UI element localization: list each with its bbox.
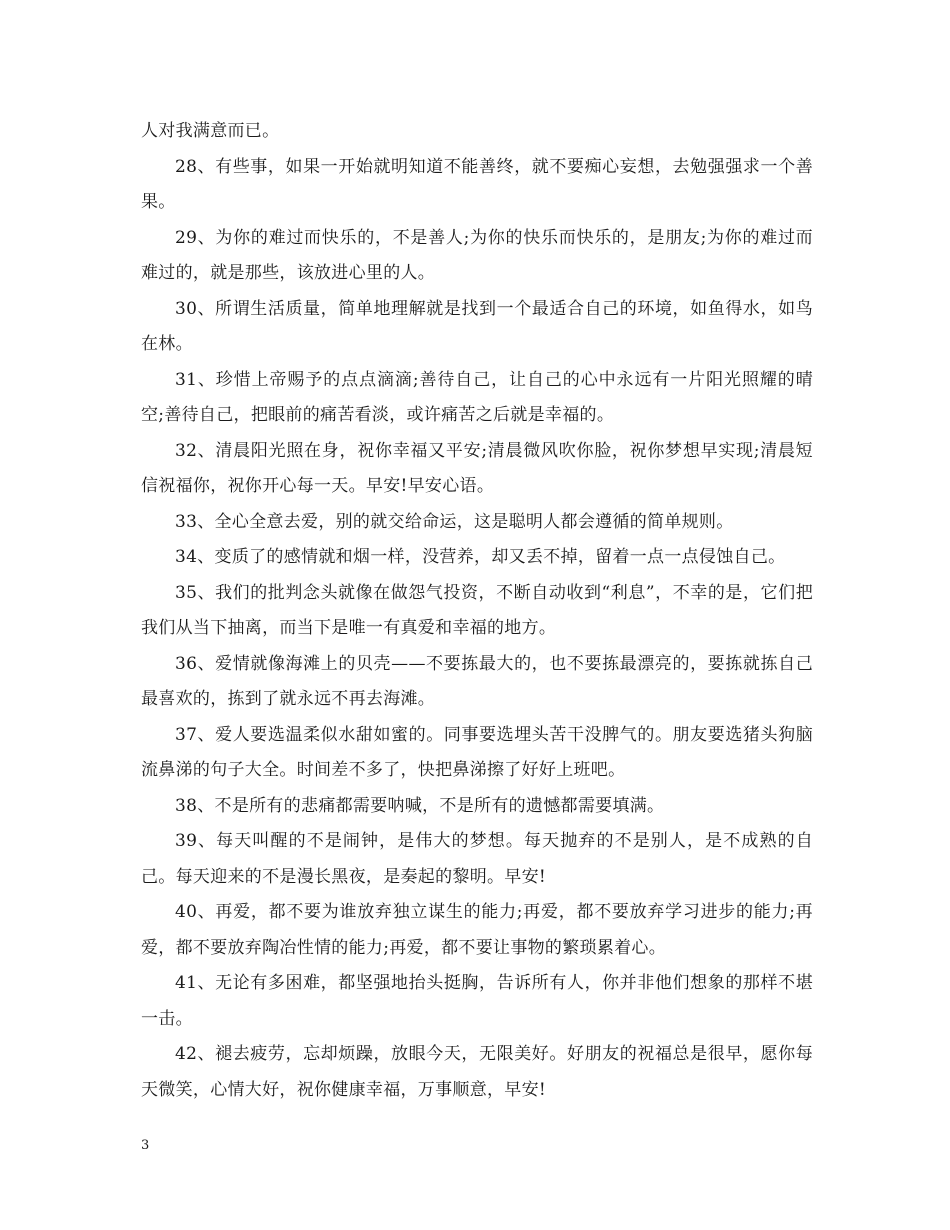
- paragraph-29: 29、为你的难过而快乐的，不是善人;为你的快乐而快乐的，是朋友;为你的难过而难过的，就是那些，该放进心里的人。: [141, 227, 813, 283]
- paragraph-37: 37、爱人要选温柔似水甜如蜜的。同事要选埋头苦干没脾气的。朋友要选猪头狗脑流鼻涕的句子大全。时间差不多了，快把鼻涕擦了好好上班吧。: [141, 724, 813, 780]
- page-number: 3: [141, 1138, 150, 1153]
- paragraph-34: 34、变质了的感情就和烟一样，没营养，却又丢不掉，留着一点一点侵蚀自己。: [175, 547, 786, 567]
- paragraph-36: 36、爱情就像海滩上的贝壳——不要拣最大的，也不要拣最漂亮的，要拣就拣自己最喜欢的，拣到了就永远不再去海滩。: [141, 653, 813, 709]
- paragraph-42: 42、褪去疲劳，忘却烦躁，放眼今天，无限美好。好朋友的祝福总是很早，愿你每天微笑，心情大好，祝你健康幸福，万事顺意，早安!: [141, 1044, 813, 1100]
- paragraph-38: 38、不是所有的悲痛都需要呐喊，不是所有的遗憾都需要填满。: [175, 795, 665, 816]
- paragraph-35: 35、我们的批判念头就像在做怨气投资，不断自动收到“利息”，不幸的是，它们把我们从当下抽离，而当下是唯一有真爱和幸福的地方。: [141, 582, 813, 638]
- paragraph-40: 40、再爱，都不要为谁放弃独立谋生的能力;再爱，都不要放弃学习进步的能力;再爱，都不要放弃陶冶性情的能力;再爱，都不要让事物的繁琐累着心。: [141, 902, 813, 958]
- paragraph-30: 30、所谓生活质量，简单地理解就是找到一个最适合自己的环境，如鱼得水，如鸟在林。: [141, 298, 813, 354]
- paragraph-33: 33、全心全意去爱，别的就交给命运，这是聪明人都会遵循的简单规则。: [175, 511, 734, 532]
- paragraph-39: 39、每天叫醒的不是闹钟，是伟大的梦想。每天抛弃的不是别人，是不成熟的自己。每天迎来的不是漫长黑夜，是奏起的黎明。早安!: [141, 831, 813, 887]
- paragraph-41: 41、无论有多困难，都坚强地抬头挺胸，告诉所有人，你并非他们想象的那样不堪一击。: [141, 973, 813, 1029]
- paragraph-continuation: 人对我满意而已。: [141, 121, 280, 141]
- paragraph-32: 32、清晨阳光照在身，祝你幸福又平安;清晨微风吹你脸，祝你梦想早实现;清晨短信祝福你，祝你开心每一天。早安!早安心语。: [141, 440, 813, 496]
- paragraph-28: 28、有些事，如果一开始就明知道不能善终，就不要痴心妄想，去勉强强求一个善果。: [141, 156, 813, 212]
- paragraph-31: 31、珍惜上帝赐予的点点滴滴;善待自己，让自己的心中永远有一片阳光照耀的晴空;善待自己，把眼前的痛苦看淡，或许痛苦之后就是幸福的。: [141, 369, 813, 425]
- document-body: [141, 114, 813, 1108]
